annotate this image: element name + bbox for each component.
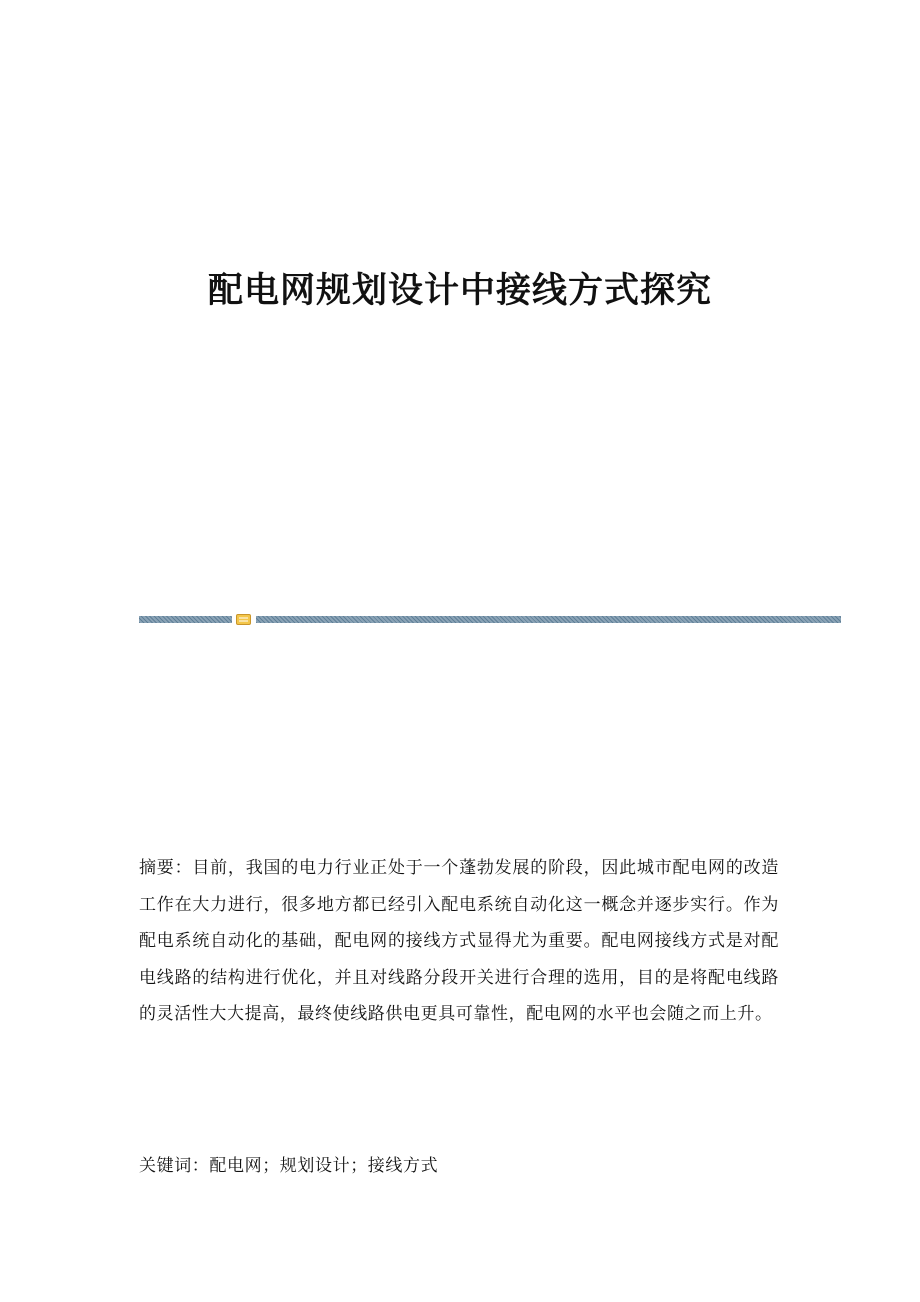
pencil-ornament-icon	[236, 614, 251, 625]
keywords-line	[139, 1148, 779, 1184]
decorative-divider	[139, 614, 841, 626]
divider-bar-left	[139, 616, 232, 623]
keywords-text: 配电网；规划设计；接线方式	[209, 1156, 439, 1176]
abstract-label: 摘要：	[139, 858, 193, 878]
divider-bar-right	[256, 616, 841, 623]
document-title: 配电网规划设计中接线方式探究	[207, 270, 712, 311]
abstract-paragraph	[139, 850, 779, 1033]
keywords-label: 关键词：	[139, 1156, 210, 1176]
abstract-text: 目前，我国的电力行业正处于一个蓬勃发展的阶段，因此城市配电网的改造工作在大力进行，很多地方都已经引入配电系统自动化这一概念并逐步实行。作为配电系统自动化的基础，配电网的接线方式显得尤为重要。配电网接线方式是对配电线路的结构进行优化，并且对线路分段开关进行合理的选用，目的是将配电线路的灵活性大大提高，最终使线路供电更具可靠性，配电网的水平也会随之而上升。	[139, 858, 779, 1025]
